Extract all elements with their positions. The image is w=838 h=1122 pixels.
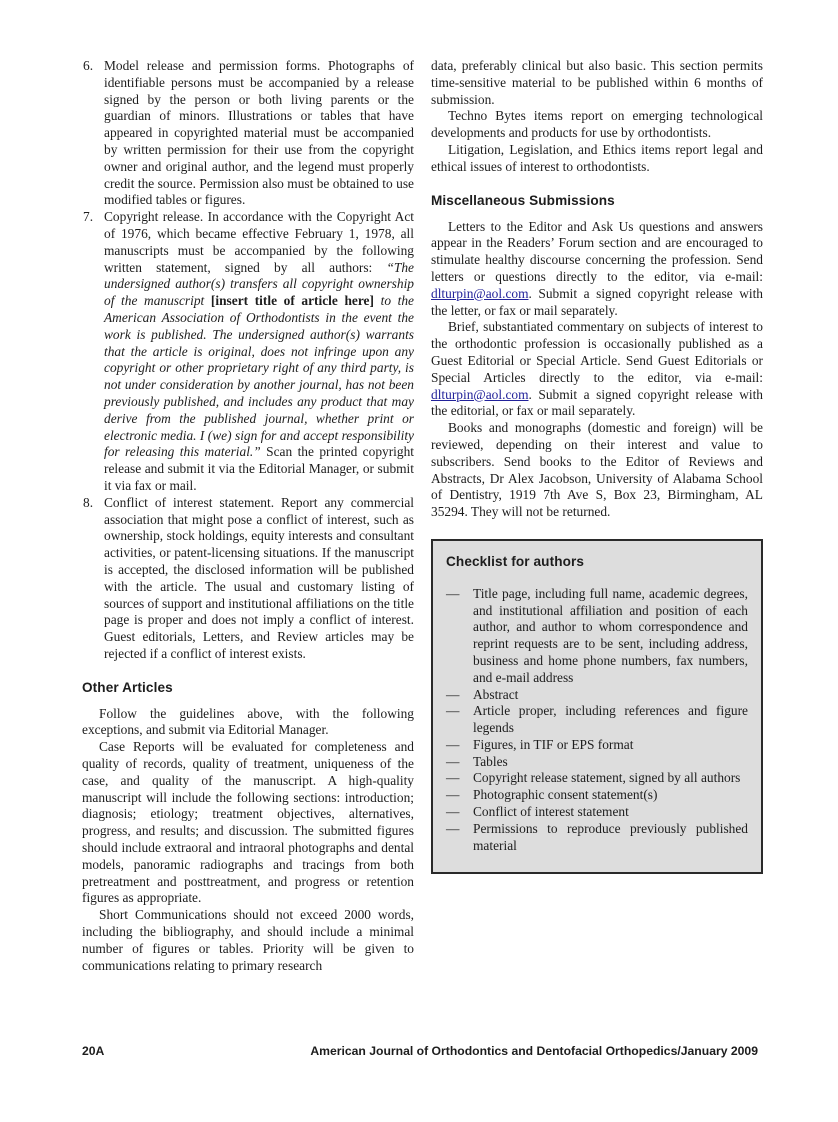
- dash-marker: —: [446, 736, 460, 752]
- text-segment: Short Communications should not exceed 2000 words, including the bibliography, and should include a minimal number of figures or tables. Priority will be given to communications relating to primary research: [82, 907, 414, 973]
- paragraph: [431, 58, 763, 108]
- checklist-item: [446, 586, 748, 687]
- text-segment: to the American Association of Orthodontists in the event the work is published. The undersigned author(s) warrants that the article is original, does not infringe upon any copyright or other proprietary right of any third party, is not under consideration by another journal, has not been previously published, and includes any product that may derive from the published journal, whether print or electronic media. I (we) sign for and accept responsibility for releasing this material.”: [104, 293, 414, 460]
- item-number: 8.: [83, 494, 94, 510]
- checklist-box: [431, 539, 763, 875]
- dash-marker: —: [446, 804, 460, 820]
- text-segment: . Submit a signed copyright release with the letter, or fax or mail separately.: [431, 285, 763, 318]
- checklist-item: [446, 787, 748, 804]
- checklist-item-text: Copyright release statement, signed by all authors: [473, 770, 741, 786]
- journal-title-footer: American Journal of Orthodontics and Dentofacial Orthopedics/January 2009: [310, 1044, 758, 1058]
- checklist-item: [446, 737, 748, 754]
- text-segment: Scan the printed copyright release and submit it via the Editorial Manager, or submit it via fax or mail.: [104, 444, 414, 493]
- miscellaneous-paragraphs: [431, 219, 763, 521]
- text-segment: Follow the guidelines above, with the following exceptions, and submit via Editorial Manager.: [82, 705, 414, 738]
- page-content: [82, 58, 763, 974]
- text-segment: Techno Bytes items report on emerging technological developments and products for use by orthodontists.: [431, 108, 763, 141]
- checklist-item-text: Figures, in TIF or EPS format: [473, 736, 634, 752]
- paragraph: [82, 907, 414, 974]
- paragraph: [82, 739, 414, 907]
- continuation-paragraphs: [431, 58, 763, 176]
- paragraph: [431, 219, 763, 320]
- dash-marker: —: [446, 753, 460, 769]
- checklist-item-text: Tables: [473, 753, 508, 769]
- checklist-item: [446, 770, 748, 787]
- checklist-item: [446, 804, 748, 821]
- checklist-title: Checklist for authors: [446, 553, 585, 569]
- checklist: [446, 586, 748, 855]
- numbered-item: [82, 495, 414, 663]
- checklist-item-text: Permissions to reproduce previously published material: [473, 820, 748, 853]
- paragraph: [82, 706, 414, 740]
- checklist-item-text: Title page, including full name, academic degrees, and institutional affiliation and position of each author, and author to whom correspondence and reprint requests are to be sent, including address, business and home phone numbers, fax numbers, and e-mail address: [473, 585, 748, 685]
- dash-marker: —: [446, 585, 460, 601]
- text-segment: Copyright release. In accordance with the Copyright Act of 1976, which became effective February 1, 1978, all manuscripts must be accompanied by the following written statement, signed by all authors:: [104, 209, 414, 275]
- paragraph: [431, 420, 763, 521]
- dash-marker: —: [446, 820, 460, 836]
- paragraph: [431, 319, 763, 420]
- checklist-item: [446, 703, 748, 737]
- checklist-item: [446, 754, 748, 771]
- other-articles-paragraphs: [82, 706, 414, 975]
- page-number: 20A: [82, 1044, 105, 1058]
- text-segment: Books and monographs (domestic and foreign) will be reviewed, depending on their interest and value to subscribers. Send books to the Editor of Reviews and Abstracts, Dr Alex Jacobson, University of Alabama School of Dentistry, 1919 7th Ave S, Box 23, Birmingham, AL 35294. They will not be returned.: [431, 420, 763, 520]
- numbered-item: [82, 209, 414, 495]
- paragraph: [431, 142, 763, 176]
- right-column: [431, 58, 763, 974]
- page-footer: [82, 1044, 758, 1058]
- checklist-item-text: Photographic consent statement(s): [473, 787, 658, 803]
- checklist-item: [446, 687, 748, 704]
- text-segment: Case Reports will be evaluated for completeness and quality of records, quality of treatment, uniqueness of the case, and quality of the manuscript. A high-quality manuscript will include the following sections: introduction; diagnosis; etiology; treatment objectives, alternatives, progress, and results; and discussion. The submitted figures should include extraoral and intraoral photographs and dental models, panoramic radiographs and tracings from both pretreatment and posttreatment, and progress or retention figures as appropriate.: [82, 739, 414, 906]
- section-heading-miscellaneous-submissions: Miscellaneous Submissions: [431, 192, 615, 208]
- dash-marker: —: [446, 686, 460, 702]
- text-segment: [insert title of article here]: [210, 293, 374, 309]
- dash-marker: —: [446, 703, 460, 719]
- numbered-item: [82, 58, 414, 209]
- text-segment: Conflict of interest statement. Report any commercial association that might pose a conflict of interest, such as ownership, stock holdings, equity interests and consultant activities, or patent-licensing situations. If the manuscript is accepted, the disclosed information will be published with the article. The usual and customary listing of sources of support and institutional affiliations on the title page is proper and does not imply a conflict of interest. Guest editorials, Letters, and Review articles may be rejected if a conflict of interest exists.: [104, 494, 414, 661]
- text-segment: “The undersigned author(s) transfers all copyright ownership of the manuscript: [104, 259, 414, 309]
- item-number: 6.: [83, 58, 94, 73]
- text-segment: Litigation, Legislation, and Ethics items report legal and ethical issues of interest to orthodontists.: [431, 141, 763, 174]
- checklist-item-text: Abstract: [473, 686, 519, 702]
- text-segment: Letters to the Editor and Ask Us questions and answers appear in the Readers’ Forum section and are encouraged to stimulate healthy discourse concerning the profession. Send letters or questions directly to the editor, via e-mail:: [431, 218, 763, 284]
- checklist-item-text: Conflict of interest statement: [473, 804, 629, 820]
- section-heading-other-articles: Other Articles: [82, 679, 173, 695]
- email-link[interactable]: dlturpin@aol.com: [431, 285, 529, 301]
- dash-marker: —: [446, 770, 460, 786]
- instruction-list: [82, 58, 414, 663]
- text-segment: Brief, substantiated commentary on subjects of interest to the orthodontic profession is occasionally published as a Guest Editorial or Special Article. Send Guest Editorials or Special Articles directly to the editor, via e-mail:: [431, 319, 763, 385]
- text-segment: data, preferably clinical but also basic. This section permits time-sensitive material to be published within 6 months of submission.: [431, 58, 763, 107]
- checklist-item: [446, 821, 748, 855]
- paragraph: [431, 108, 763, 142]
- text-segment: Model release and permission forms. Photographs of identifiable persons must be accompanied by a release signed by the person or both living parents or the guardian of minors. Illustrations or tables that have appeared in copyrighted material must be accompanied by written permission for their use from the copyright owner and original author, and the legend must properly credit the source. Permission also must be obtained to use modified tables or figures.: [104, 58, 414, 208]
- item-number: 7.: [83, 209, 94, 225]
- checklist-item-text: Article proper, including references and figure legends: [473, 703, 748, 736]
- email-link[interactable]: dlturpin@aol.com: [431, 386, 529, 402]
- dash-marker: —: [446, 787, 460, 803]
- left-column: [82, 58, 414, 974]
- text-segment: . Submit a signed copyright release with the editorial, or fax or mail separately.: [431, 386, 763, 419]
